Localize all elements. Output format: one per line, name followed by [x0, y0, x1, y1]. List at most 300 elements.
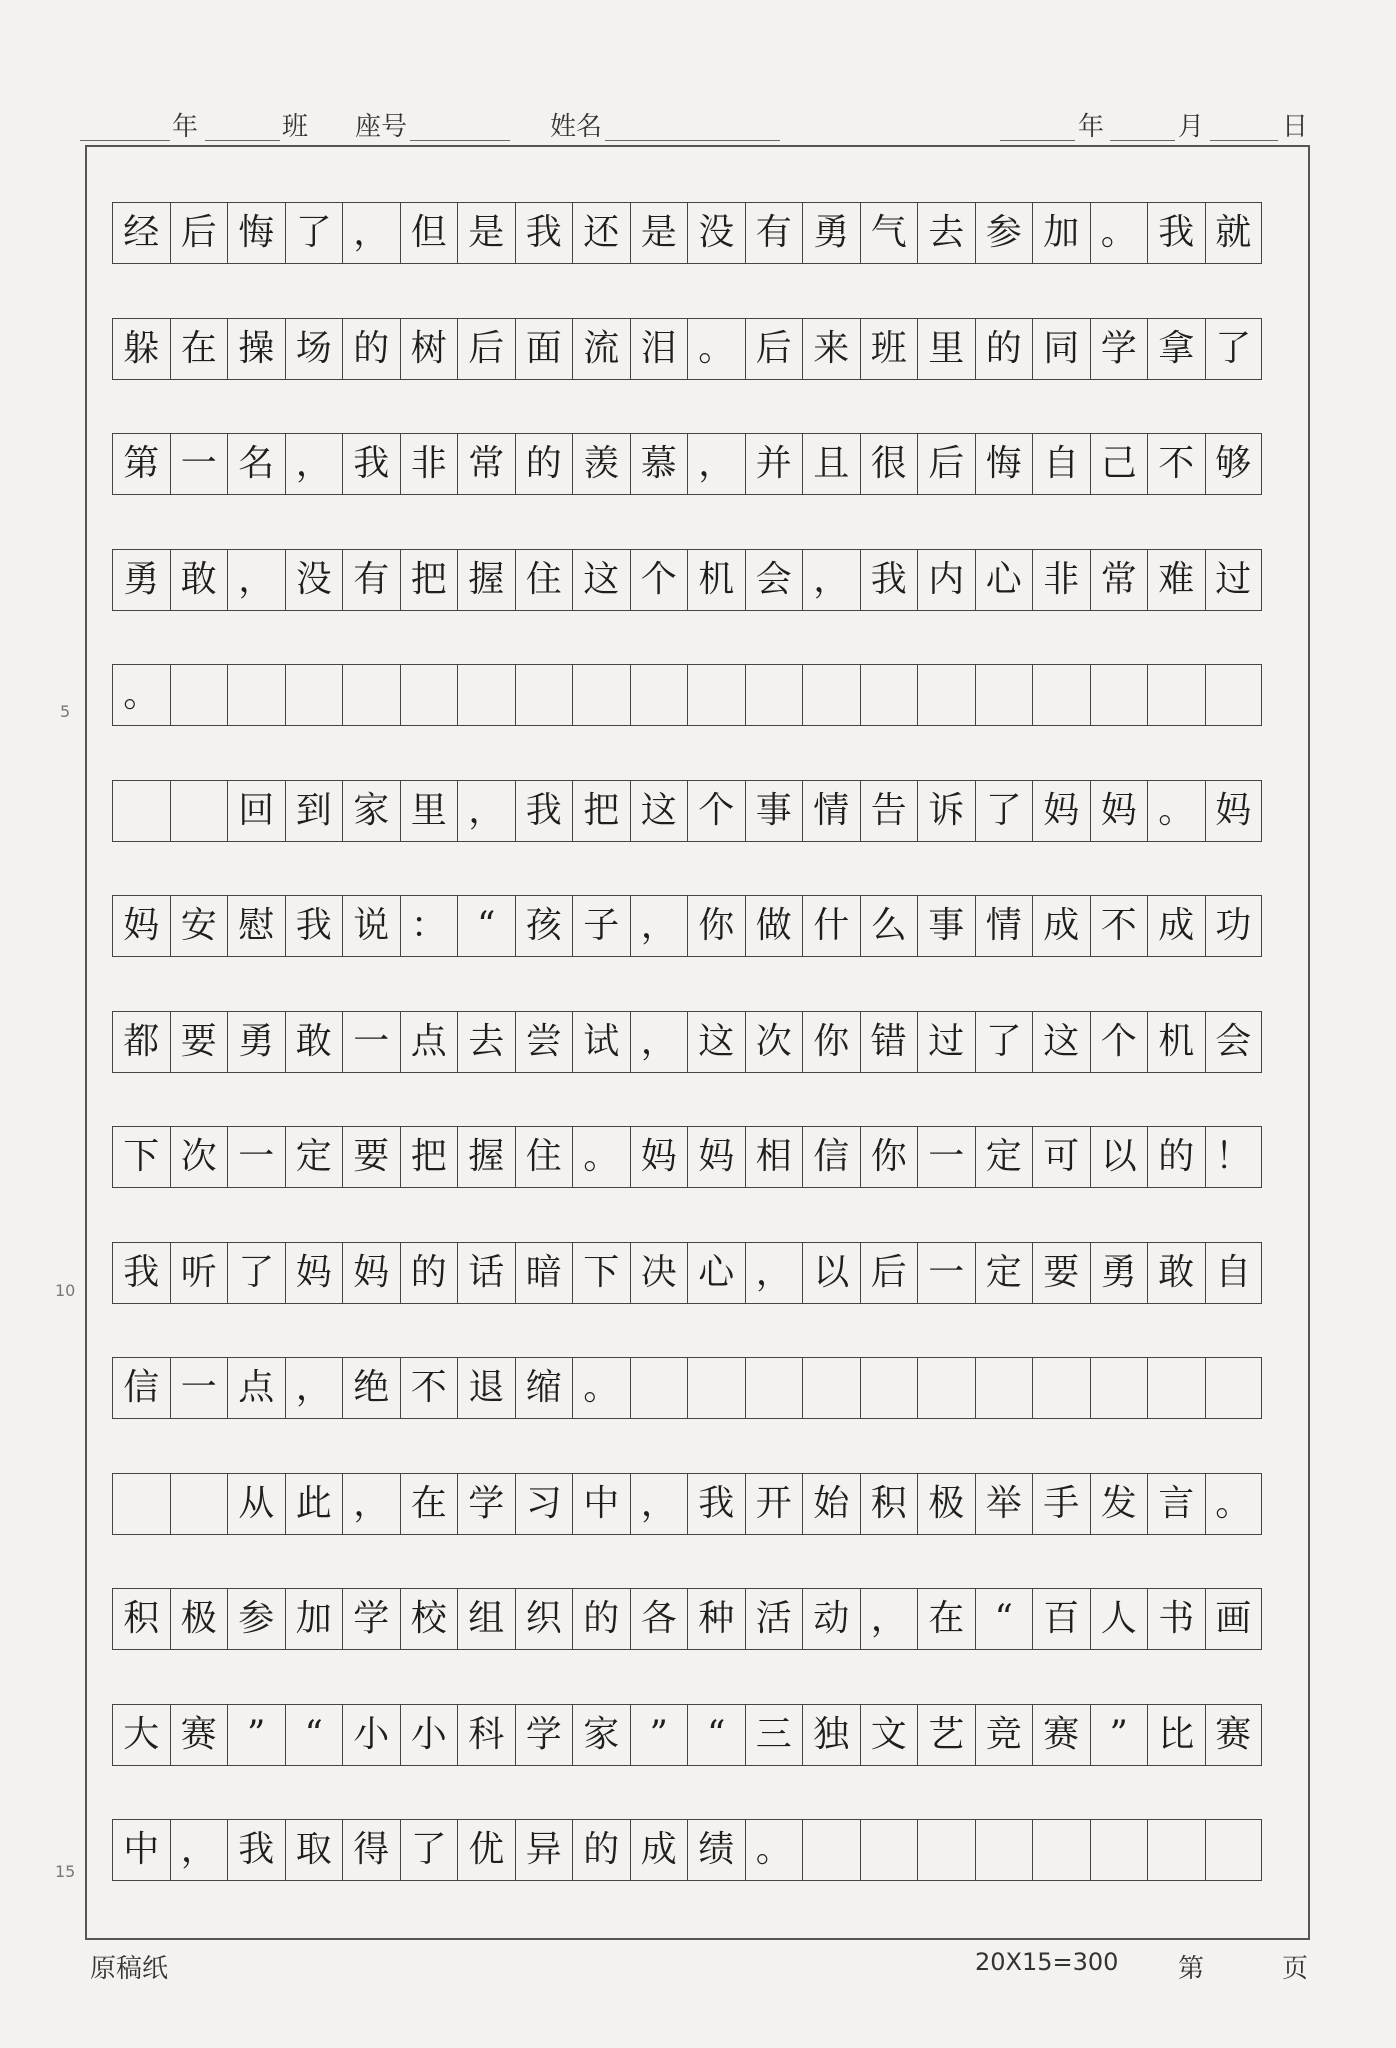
- grid-cell: 情: [975, 896, 1033, 956]
- grid-cell: 在: [400, 1474, 458, 1534]
- grid-cell: 。: [687, 319, 745, 379]
- grid-cell: [112, 1474, 170, 1534]
- grid-cell: 这: [572, 550, 630, 610]
- grid-cell: [1032, 1820, 1090, 1880]
- grid-cell: 妈: [112, 896, 170, 956]
- grid-row: [112, 1704, 1262, 1766]
- grid-cell: 后: [860, 1243, 918, 1303]
- class-blank[interactable]: [205, 140, 280, 141]
- grid-cell: 赛: [1205, 1705, 1263, 1765]
- seat-label: 座号: [355, 112, 408, 142]
- grid-cell: 了: [400, 1820, 458, 1880]
- grid-row: [112, 1819, 1262, 1881]
- grid-cell: 成: [630, 1820, 688, 1880]
- grid-cell: 参: [227, 1589, 285, 1649]
- grid-cell: [1147, 665, 1205, 725]
- grid-cell: 常: [457, 434, 515, 494]
- grid-cell: 常: [1090, 550, 1148, 610]
- grid-cell: 点: [227, 1358, 285, 1418]
- grid-row: [112, 1126, 1262, 1188]
- grid-cell: 握: [457, 550, 515, 610]
- grid-cell: 。: [112, 665, 170, 725]
- grid-cell: 在: [170, 319, 228, 379]
- grid-cell: 事: [917, 896, 975, 956]
- grid-cell: 下: [112, 1127, 170, 1187]
- paper-label: 原稿纸: [90, 1954, 169, 1984]
- grid-cell: 功: [1205, 896, 1263, 956]
- grid-cell: 家: [342, 781, 400, 841]
- grid-cell: 经: [112, 203, 170, 263]
- grid-cell: 会: [745, 550, 803, 610]
- grid-cell: [170, 665, 228, 725]
- grid-cell: 缩: [515, 1358, 573, 1418]
- grid-cell: 下: [572, 1243, 630, 1303]
- grid-cell: 比: [1147, 1705, 1205, 1765]
- grid-cell: 会: [1205, 1012, 1263, 1072]
- grid-cell: 了: [285, 203, 343, 263]
- grid-cell: 相: [745, 1127, 803, 1187]
- grid-cell: 错: [860, 1012, 918, 1072]
- margin-number-15: 15: [55, 1862, 76, 1881]
- grid-cell: 大: [112, 1705, 170, 1765]
- grid-cell: 我: [112, 1243, 170, 1303]
- page-prefix: 第: [1178, 1954, 1205, 1984]
- year-label: 年: [1078, 112, 1105, 142]
- grid-cell: 心: [687, 1243, 745, 1303]
- grid-cell: 从: [227, 1474, 285, 1534]
- class-label: 班: [282, 112, 309, 142]
- grid-cell: 开: [745, 1474, 803, 1534]
- grid-cell: “: [457, 896, 515, 956]
- grid-cell: 来: [802, 319, 860, 379]
- grid-cell: 妈: [1205, 781, 1263, 841]
- grid-cell: [515, 665, 573, 725]
- grid-cell: ，: [630, 896, 688, 956]
- grade-blank[interactable]: [80, 140, 170, 141]
- grid-cell: 自: [1032, 434, 1090, 494]
- grid-cell: 己: [1090, 434, 1148, 494]
- grid-cell: 点: [400, 1012, 458, 1072]
- grid-cell: 我: [1147, 203, 1205, 263]
- grid-cell: 情: [802, 781, 860, 841]
- grid-cell: 内: [917, 550, 975, 610]
- grid-cell: 的: [572, 1589, 630, 1649]
- grid-cell: 了: [975, 781, 1033, 841]
- grid-cell: 后: [457, 319, 515, 379]
- grid-cell: [687, 1358, 745, 1418]
- grid-cell: 极: [170, 1589, 228, 1649]
- grid-cell: 一: [917, 1243, 975, 1303]
- grid-cell: 后: [170, 203, 228, 263]
- grid-cell: [1147, 1820, 1205, 1880]
- grid-row: [112, 1011, 1262, 1073]
- grid-cell: 。: [1147, 781, 1205, 841]
- page-suffix: 页: [1282, 1954, 1309, 1984]
- grid-cell: [630, 665, 688, 725]
- grid-cell: 中: [112, 1820, 170, 1880]
- grid-cell: 回: [227, 781, 285, 841]
- grid-cell: 敢: [170, 550, 228, 610]
- grid-cell: [1090, 665, 1148, 725]
- grid-cell: 班: [860, 319, 918, 379]
- grid-cell: 把: [400, 550, 458, 610]
- grid-cell: [400, 665, 458, 725]
- grid-cell: 可: [1032, 1127, 1090, 1187]
- grid-row: [112, 549, 1262, 611]
- grid-cell: [860, 1820, 918, 1880]
- grid-cell: 试: [572, 1012, 630, 1072]
- grid-cell: 此: [285, 1474, 343, 1534]
- grid-cell: 决: [630, 1243, 688, 1303]
- grid-cell: 羡: [572, 434, 630, 494]
- grid-cell: 把: [572, 781, 630, 841]
- grid-cell: 加: [1032, 203, 1090, 263]
- grid-cell: 树: [400, 319, 458, 379]
- grid-cell: 始: [802, 1474, 860, 1534]
- seat-blank[interactable]: [410, 140, 510, 141]
- margin-number-5: 5: [60, 702, 71, 721]
- grid-cell: 这: [630, 781, 688, 841]
- grid-cell: 。: [1090, 203, 1148, 263]
- grid-cell: 没: [285, 550, 343, 610]
- manuscript-frame: [85, 145, 1310, 1940]
- grid-cell: 信: [802, 1127, 860, 1187]
- grid-cell: 你: [802, 1012, 860, 1072]
- grid-cell: 的: [515, 434, 573, 494]
- grid-cell: 取: [285, 1820, 343, 1880]
- grid-cell: [630, 1358, 688, 1418]
- grid-cell: 。: [745, 1820, 803, 1880]
- grid-cell: 心: [975, 550, 1033, 610]
- grid-cell: 名: [227, 434, 285, 494]
- grid-cell: [1090, 1358, 1148, 1418]
- grid-cell: [860, 1358, 918, 1418]
- grid-cell: 悔: [975, 434, 1033, 494]
- grid-cell: 书: [1147, 1589, 1205, 1649]
- grid-cell: 要: [1032, 1243, 1090, 1303]
- grid-cell: 这: [1032, 1012, 1090, 1072]
- grid-cell: ，: [342, 1474, 400, 1534]
- grid-row: [112, 780, 1262, 842]
- grid-cell: 里: [917, 319, 975, 379]
- grid-cell: 学: [515, 1705, 573, 1765]
- grid-cell: 孩: [515, 896, 573, 956]
- grid-cell: 要: [342, 1127, 400, 1187]
- grid-cell: ，: [285, 434, 343, 494]
- grid-cell: ”: [227, 1705, 285, 1765]
- grid-cell: 以: [802, 1243, 860, 1303]
- grid-cell: 。: [572, 1127, 630, 1187]
- name-label: 姓名: [550, 112, 603, 142]
- grid-cell: [227, 665, 285, 725]
- grid-cell: 以: [1090, 1127, 1148, 1187]
- grid-cell: 独: [802, 1705, 860, 1765]
- grid-cell: 过: [1205, 550, 1263, 610]
- grid-cell: ！: [1205, 1127, 1263, 1187]
- grid-cell: 同: [1032, 319, 1090, 379]
- grid-cell: ，: [630, 1474, 688, 1534]
- grid-cell: 都: [112, 1012, 170, 1072]
- grid-cell: [457, 665, 515, 725]
- grid-row: [112, 202, 1262, 264]
- grid-cell: 组: [457, 1589, 515, 1649]
- grid-cell: 躲: [112, 319, 170, 379]
- grid-cell: “: [687, 1705, 745, 1765]
- year-blank[interactable]: [1000, 140, 1075, 141]
- grid-cell: 勇: [227, 1012, 285, 1072]
- grid-cell: “: [975, 1589, 1033, 1649]
- grid-cell: ，: [457, 781, 515, 841]
- grid-cell: 事: [745, 781, 803, 841]
- grid-cell: 敢: [1147, 1243, 1205, 1303]
- grid-cell: 个: [630, 550, 688, 610]
- grid-cell: 我: [285, 896, 343, 956]
- grid-size-label: 20X15=300: [975, 1948, 1119, 1976]
- grid-cell: 科: [457, 1705, 515, 1765]
- grid-cell: 加: [285, 1589, 343, 1649]
- grid-cell: 话: [457, 1243, 515, 1303]
- grid-cell: 言: [1147, 1474, 1205, 1534]
- grid-cell: 的: [975, 319, 1033, 379]
- grid-cell: 一: [342, 1012, 400, 1072]
- grid-cell: 中: [572, 1474, 630, 1534]
- grid-cell: [285, 665, 343, 725]
- grid-cell: [1032, 1358, 1090, 1418]
- grid-cell: 里: [400, 781, 458, 841]
- grid-cell: [802, 1358, 860, 1418]
- grid-row: [112, 895, 1262, 957]
- grid-cell: ，: [342, 203, 400, 263]
- month-blank[interactable]: [1110, 140, 1175, 141]
- grid-cell: 后: [745, 319, 803, 379]
- grid-cell: [1032, 665, 1090, 725]
- grid-cell: 绩: [687, 1820, 745, 1880]
- grid-cell: 种: [687, 1589, 745, 1649]
- month-label: 月: [1178, 112, 1205, 142]
- grid-cell: 百: [1032, 1589, 1090, 1649]
- grid-cell: [112, 781, 170, 841]
- grid-cell: [860, 665, 918, 725]
- grid-cell: 我: [860, 550, 918, 610]
- grid-cell: 住: [515, 1127, 573, 1187]
- grid-cell: 积: [112, 1589, 170, 1649]
- grid-cell: 听: [170, 1243, 228, 1303]
- header: [80, 100, 1310, 150]
- grid-cell: 拿: [1147, 319, 1205, 379]
- grid-cell: 妈: [687, 1127, 745, 1187]
- grid-cell: 画: [1205, 1589, 1263, 1649]
- grid-cell: 很: [860, 434, 918, 494]
- grid-cell: [975, 1358, 1033, 1418]
- name-blank[interactable]: [605, 140, 780, 141]
- grid-cell: ：: [400, 896, 458, 956]
- grid-cell: 信: [112, 1358, 170, 1418]
- grid-cell: 有: [342, 550, 400, 610]
- grid-cell: 的: [342, 319, 400, 379]
- grid-cell: 非: [400, 434, 458, 494]
- grid-cell: “: [285, 1705, 343, 1765]
- grid-cell: ”: [1090, 1705, 1148, 1765]
- grid-cell: 不: [400, 1358, 458, 1418]
- grid-cell: [170, 1474, 228, 1534]
- grid-cell: 泪: [630, 319, 688, 379]
- grid-cell: 去: [457, 1012, 515, 1072]
- grid-cell: 一: [170, 434, 228, 494]
- grid-cell: 定: [975, 1127, 1033, 1187]
- grid-cell: 举: [975, 1474, 1033, 1534]
- grid-cell: 后: [917, 434, 975, 494]
- grid-cell: 勇: [112, 550, 170, 610]
- grid-cell: 要: [170, 1012, 228, 1072]
- grid-cell: 子: [572, 896, 630, 956]
- grid-cell: 个: [687, 781, 745, 841]
- grid-cell: [802, 665, 860, 725]
- grid-cell: 么: [860, 896, 918, 956]
- grid-cell: 文: [860, 1705, 918, 1765]
- grid-cell: 暗: [515, 1243, 573, 1303]
- grid-cell: 做: [745, 896, 803, 956]
- day-label: 日: [1282, 112, 1309, 142]
- grid-cell: 定: [285, 1127, 343, 1187]
- grid-cell: 这: [687, 1012, 745, 1072]
- grid-cell: [745, 1358, 803, 1418]
- grid-cell: 且: [802, 434, 860, 494]
- grid-cell: [572, 665, 630, 725]
- grid-cell: [917, 1358, 975, 1418]
- grid-cell: 我: [515, 203, 573, 263]
- grid-cell: 得: [342, 1820, 400, 1880]
- grid-cell: [917, 665, 975, 725]
- grid-cell: [1205, 1358, 1263, 1418]
- grid-cell: ，: [860, 1589, 918, 1649]
- grid-cell: 竞: [975, 1705, 1033, 1765]
- grid-cell: 敢: [285, 1012, 343, 1072]
- day-blank[interactable]: [1210, 140, 1278, 141]
- grid-cell: 各: [630, 1589, 688, 1649]
- grid-cell: ，: [745, 1243, 803, 1303]
- grid-cell: 退: [457, 1358, 515, 1418]
- grid-cell: 小: [342, 1705, 400, 1765]
- grid-cell: 去: [917, 203, 975, 263]
- grid-cell: 学: [342, 1589, 400, 1649]
- grid-cell: 校: [400, 1589, 458, 1649]
- grid-cell: 自: [1205, 1243, 1263, 1303]
- grid-cell: 成: [1147, 896, 1205, 956]
- grid-cell: 你: [860, 1127, 918, 1187]
- grid-cell: ，: [630, 1012, 688, 1072]
- grid-cell: 就: [1205, 203, 1263, 263]
- grid-row: [112, 1242, 1262, 1304]
- grid-cell: ，: [227, 550, 285, 610]
- grid-cell: 了: [1205, 319, 1263, 379]
- grid-cell: 一: [227, 1127, 285, 1187]
- grid-cell: 异: [515, 1820, 573, 1880]
- grid-cell: ，: [802, 550, 860, 610]
- grid-cell: 妈: [285, 1243, 343, 1303]
- grid-cell: 的: [1147, 1127, 1205, 1187]
- grid-cell: 优: [457, 1820, 515, 1880]
- grid-cell: 手: [1032, 1474, 1090, 1534]
- grid-cell: 一: [917, 1127, 975, 1187]
- grid-cell: 家: [572, 1705, 630, 1765]
- grid-cell: [1205, 1820, 1263, 1880]
- grid-cell: 我: [687, 1474, 745, 1534]
- grid-cell: 够: [1205, 434, 1263, 494]
- grid-cell: [687, 665, 745, 725]
- grid-cell: 到: [285, 781, 343, 841]
- grid-row: [112, 1588, 1262, 1650]
- grid-row: [112, 1357, 1262, 1419]
- grid-cell: 妈: [342, 1243, 400, 1303]
- grid-cell: [1090, 1820, 1148, 1880]
- grid-cell: [745, 665, 803, 725]
- grid-row: [112, 664, 1262, 726]
- grid-cell: 妈: [1032, 781, 1090, 841]
- grid-cell: 学: [1090, 319, 1148, 379]
- grid-cell: 还: [572, 203, 630, 263]
- grid-cell: 住: [515, 550, 573, 610]
- grid-cell: ，: [687, 434, 745, 494]
- grid-cell: 的: [572, 1820, 630, 1880]
- grid-cell: 了: [227, 1243, 285, 1303]
- grid-cell: 了: [975, 1012, 1033, 1072]
- grid-cell: 面: [515, 319, 573, 379]
- grid-cell: 的: [400, 1243, 458, 1303]
- grid-cell: [342, 665, 400, 725]
- grid-cell: 流: [572, 319, 630, 379]
- grid-cell: 绝: [342, 1358, 400, 1418]
- grid-cell: 说: [342, 896, 400, 956]
- grid-cell: 次: [745, 1012, 803, 1072]
- grid-cell: 妈: [1090, 781, 1148, 841]
- grid-cell: 。: [572, 1358, 630, 1418]
- grid-cell: 是: [630, 203, 688, 263]
- grid-cell: 成: [1032, 896, 1090, 956]
- grid-row: [112, 318, 1262, 380]
- grid-cell: 三: [745, 1705, 803, 1765]
- grid-cell: 次: [170, 1127, 228, 1187]
- grid-cell: 勇: [1090, 1243, 1148, 1303]
- grid-cell: 动: [802, 1589, 860, 1649]
- grid-cell: 场: [285, 319, 343, 379]
- grid-cell: 学: [457, 1474, 515, 1534]
- grid-cell: [1147, 1358, 1205, 1418]
- grid-cell: ”: [630, 1705, 688, 1765]
- grid-cell: 小: [400, 1705, 458, 1765]
- grid-cell: 机: [1147, 1012, 1205, 1072]
- grid-cell: 个: [1090, 1012, 1148, 1072]
- grid-cell: 艺: [917, 1705, 975, 1765]
- grid-cell: 习: [515, 1474, 573, 1534]
- grid-cell: 诉: [917, 781, 975, 841]
- grid-cell: 过: [917, 1012, 975, 1072]
- grid-row: [112, 1473, 1262, 1535]
- grid-cell: 什: [802, 896, 860, 956]
- grid-cell: 并: [745, 434, 803, 494]
- grid-cell: 告: [860, 781, 918, 841]
- grid-cell: 人: [1090, 1589, 1148, 1649]
- grid-cell: 定: [975, 1243, 1033, 1303]
- grid-cell: 参: [975, 203, 1033, 263]
- grid-cell: 不: [1090, 896, 1148, 956]
- margin-number-10: 10: [55, 1281, 76, 1300]
- grid-cell: 勇: [802, 203, 860, 263]
- grid-cell: 我: [342, 434, 400, 494]
- grid-cell: 在: [917, 1589, 975, 1649]
- grid-cell: 第: [112, 434, 170, 494]
- grid-cell: [170, 781, 228, 841]
- grid-cell: 机: [687, 550, 745, 610]
